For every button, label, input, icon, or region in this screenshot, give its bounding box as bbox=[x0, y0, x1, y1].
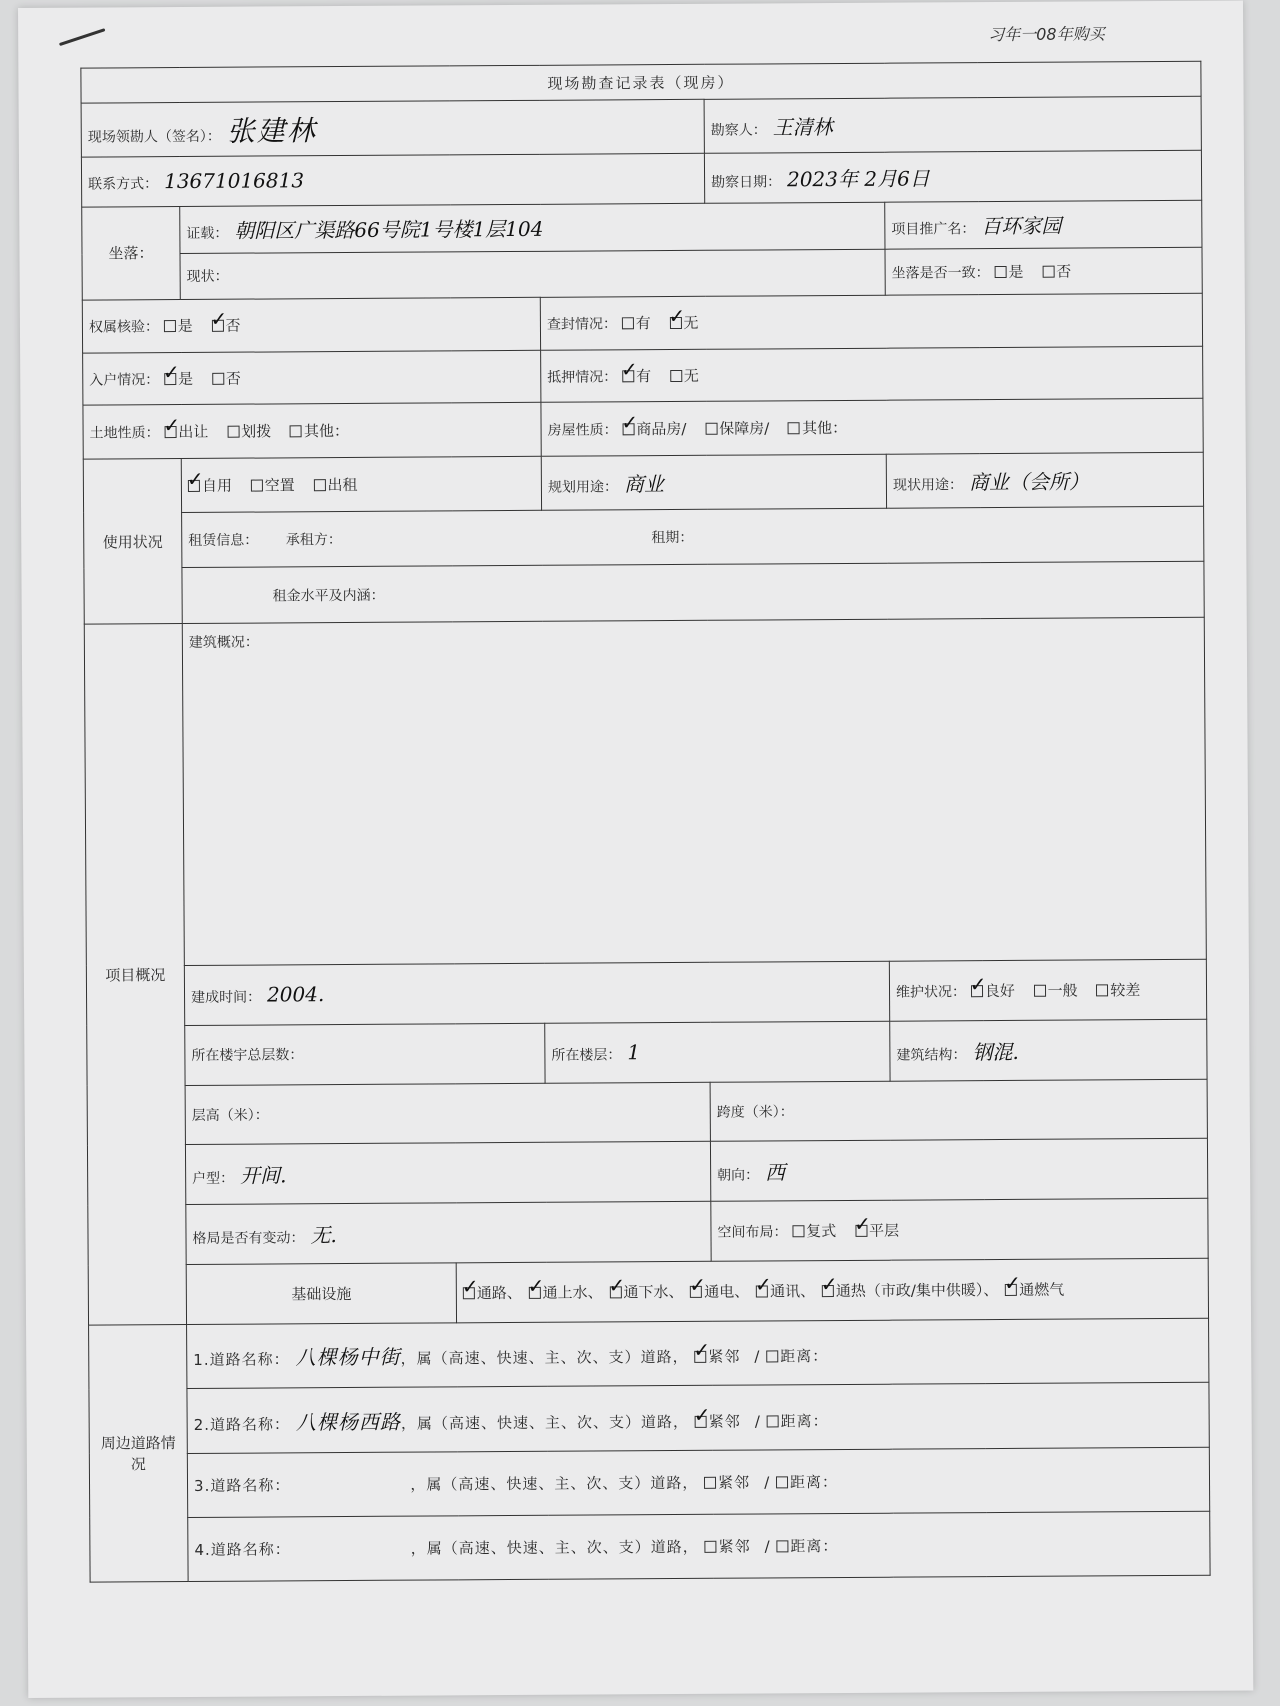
structure-value: 钢混. bbox=[972, 1039, 1019, 1064]
road-2-distance-checkbox[interactable]: 距离： bbox=[767, 1410, 829, 1431]
floor-cell bbox=[545, 1021, 890, 1083]
maint-poor-checkbox[interactable]: 较差 bbox=[1096, 979, 1140, 1000]
usage-section-label: 使用状况 bbox=[83, 458, 182, 624]
seal-yes-checkbox[interactable]: 有 bbox=[622, 313, 651, 334]
contact-cell bbox=[81, 153, 704, 206]
layout-cell bbox=[711, 1199, 1208, 1262]
seal-no-checkbox[interactable]: ✓ 无 bbox=[669, 312, 698, 333]
consistent-yes-checkbox[interactable]: 是 bbox=[994, 261, 1023, 282]
road-row-4: 4.道路名称： ，属（高速、快速、主、次、支）道路， 紧邻 / 距离： bbox=[188, 1511, 1210, 1582]
cert-cell bbox=[180, 202, 885, 254]
land-label: 土地性质： bbox=[89, 425, 160, 442]
house-commercial-checkbox[interactable]: ✓ 商品房/ bbox=[622, 418, 686, 439]
layout-duplex-checkbox[interactable]: 复式 bbox=[792, 1220, 836, 1241]
actual-label: 现状用途： bbox=[892, 476, 963, 494]
orient-cell bbox=[710, 1139, 1207, 1202]
house-label: 房屋性质： bbox=[547, 422, 618, 439]
house-cell bbox=[541, 398, 1203, 456]
entry-no-checkbox[interactable]: 否 bbox=[212, 368, 241, 389]
built-value: 2004. bbox=[266, 982, 325, 1007]
built-label: 建成时间： bbox=[191, 989, 262, 1007]
building-label: 建筑概况： bbox=[188, 634, 259, 652]
lease-cell bbox=[182, 506, 1204, 568]
consistent-label: 坐落是否一致： bbox=[891, 264, 990, 282]
change-label: 格局是否有变动： bbox=[192, 1230, 305, 1248]
infra-water-in-checkbox[interactable]: ✓ 通上水、 bbox=[529, 1282, 603, 1303]
actual-value: 商业（会所） bbox=[968, 469, 1089, 494]
road-1-name: 八棵杨中街 bbox=[295, 1345, 401, 1370]
road-1-distance-checkbox[interactable]: 距离： bbox=[766, 1345, 828, 1366]
land-other-checkbox[interactable]: 其他： bbox=[290, 420, 349, 441]
surveyor-cell bbox=[704, 96, 1201, 153]
infra-gas-checkbox[interactable]: ✓ 通燃气 bbox=[1005, 1279, 1064, 1300]
road-row-3: 3.道路名称： ，属（高速、快速、主、次、支）道路， 紧邻 / 距离： bbox=[187, 1447, 1209, 1517]
paper-sheet bbox=[18, 1, 1253, 1698]
actual-cell bbox=[886, 452, 1203, 508]
infra-cell bbox=[456, 1259, 1208, 1324]
span-cell bbox=[710, 1079, 1207, 1142]
tenant-label: 承租方： bbox=[285, 532, 342, 549]
floor-value: 1 bbox=[627, 1040, 641, 1065]
type-label: 户型： bbox=[192, 1171, 235, 1188]
form-title: 现场勘查记录表（现房） bbox=[81, 61, 1201, 103]
entry-label: 入户情况： bbox=[89, 372, 160, 389]
overview-section-label: 项目概况 bbox=[84, 624, 186, 1326]
orient-value: 西 bbox=[765, 1160, 786, 1185]
term-label: 租期： bbox=[651, 529, 694, 547]
guide-signature: 张建林 bbox=[226, 113, 317, 148]
ownership-yes-checkbox[interactable]: 是 bbox=[164, 315, 193, 336]
mortgage-label: 抵押情况： bbox=[547, 369, 618, 386]
road-4-distance-checkbox[interactable]: 距离： bbox=[776, 1535, 838, 1556]
layout-flat-checkbox[interactable]: ✓ 平层 bbox=[855, 1220, 899, 1241]
land-allocated-checkbox[interactable]: 划拨 bbox=[227, 420, 271, 441]
road-4-adjacent-checkbox[interactable]: 紧邻 bbox=[704, 1535, 750, 1556]
usage-options-cell bbox=[181, 456, 541, 512]
guide-cell bbox=[81, 99, 704, 157]
use-rent-checkbox[interactable]: 出租 bbox=[313, 474, 357, 495]
road-1-adjacent-checkbox[interactable]: ✓ 紧邻 bbox=[694, 1346, 740, 1367]
ownership-cell bbox=[82, 297, 540, 354]
floors-total-label: 所在楼宇总层数： bbox=[191, 1047, 304, 1064]
road-3-adjacent-checkbox[interactable]: 紧邻 bbox=[704, 1471, 750, 1492]
orient-label: 朝向： bbox=[717, 1167, 760, 1185]
cert-value: 朝阳区广渠路66号院1号楼1层104 bbox=[234, 217, 544, 244]
infra-telecom-checkbox[interactable]: ✓ 通讯、 bbox=[756, 1281, 815, 1302]
date-value: 2023年 2月6日 bbox=[786, 166, 930, 192]
height-cell bbox=[185, 1082, 710, 1145]
use-vacant-checkbox[interactable]: 空置 bbox=[251, 474, 295, 495]
infra-power-checkbox[interactable]: ✓ 通电、 bbox=[690, 1281, 749, 1302]
maint-label: 维护状况： bbox=[895, 983, 967, 1001]
infra-heating-checkbox[interactable]: ✓ 通热（市政/集中供暖）、 bbox=[822, 1279, 999, 1301]
roads-section-label: 周边道路情况 bbox=[89, 1325, 189, 1582]
height-label: 层高（米）： bbox=[191, 1107, 269, 1124]
maint-avg-checkbox[interactable]: 一般 bbox=[1034, 979, 1078, 1000]
rent-label: 租金水平及内涵： bbox=[272, 587, 385, 605]
mortgage-yes-checkbox[interactable]: ✓ 有 bbox=[622, 365, 651, 386]
seal-label: 查封情况： bbox=[546, 316, 617, 334]
type-value: 开间. bbox=[240, 1163, 287, 1189]
rent-cell bbox=[182, 562, 1204, 624]
corner-note: 习年一08年购买 bbox=[988, 24, 1105, 45]
contact-value: 13671016813 bbox=[163, 168, 305, 194]
structure-cell bbox=[890, 1019, 1207, 1081]
type-cell bbox=[185, 1142, 710, 1205]
entry-cell bbox=[83, 351, 541, 405]
use-self-checkbox[interactable]: ✓自用 bbox=[188, 474, 232, 495]
current-cell bbox=[180, 249, 885, 299]
floor-label: 所在楼层： bbox=[551, 1047, 622, 1064]
contact-label: 联系方式： bbox=[88, 176, 159, 193]
land-transfer-checkbox[interactable]: ✓ 出让 bbox=[164, 421, 208, 442]
house-other-checkbox[interactable]: 其他： bbox=[788, 417, 847, 438]
guide-label: 现场领勘人（签名）： bbox=[87, 128, 221, 146]
road-row-2: 2.道路名称： 八棵杨西路，属（高速、快速、主、次、支）道路， ✓ 紧邻 / 距离： bbox=[187, 1383, 1209, 1453]
change-value: 无. bbox=[310, 1223, 337, 1248]
road-2-name: 八棵杨西路 bbox=[295, 1409, 402, 1434]
planned-value: 商业 bbox=[623, 471, 664, 497]
current-label: 现状： bbox=[186, 269, 229, 286]
surveyor-value: 王清林 bbox=[772, 115, 833, 140]
location-label: 坐落： bbox=[82, 206, 181, 300]
lease-label: 租赁信息： bbox=[188, 532, 259, 550]
ownership-label: 权属核验： bbox=[88, 319, 160, 337]
road-3-distance-checkbox[interactable]: 距离： bbox=[776, 1471, 838, 1492]
road-row-1: 1.道路名称： 八棵杨中街，属（高速、快速、主、次、支）道路， ✓ 紧邻 / 距离： bbox=[187, 1319, 1209, 1389]
mortgage-no-checkbox[interactable]: 无 bbox=[670, 365, 699, 386]
change-cell bbox=[186, 1202, 711, 1265]
building-cell bbox=[182, 618, 1206, 966]
promo-label: 项目推广名： bbox=[891, 221, 976, 238]
ownership-no-checkbox[interactable]: ✓ 否 bbox=[211, 315, 240, 336]
promo-value: 百环家园 bbox=[981, 213, 1062, 239]
surveyor-label: 勘察人： bbox=[710, 122, 767, 139]
built-cell bbox=[184, 961, 889, 1025]
pen-mark bbox=[59, 28, 106, 46]
land-cell bbox=[83, 402, 541, 459]
date-label: 勘察日期： bbox=[711, 174, 782, 191]
road-2-adjacent-checkbox[interactable]: ✓ 紧邻 bbox=[695, 1410, 741, 1431]
cert-label: 证载： bbox=[186, 226, 229, 243]
mortgage-cell bbox=[541, 347, 1203, 403]
date-cell bbox=[704, 150, 1201, 203]
floors-total-cell bbox=[185, 1023, 545, 1085]
structure-label: 建筑结构： bbox=[896, 1046, 967, 1064]
planned-label: 规划用途： bbox=[547, 479, 618, 496]
promo-cell bbox=[885, 200, 1202, 249]
infra-water-out-checkbox[interactable]: ✓ 通下水、 bbox=[609, 1281, 683, 1302]
planned-cell bbox=[541, 454, 886, 510]
consistent-no-checkbox[interactable]: 否 bbox=[1042, 260, 1071, 281]
survey-form bbox=[80, 61, 1210, 1583]
entry-yes-checkbox[interactable]: ✓ 是 bbox=[164, 368, 193, 389]
maint-good-checkbox[interactable]: ✓ 良好 bbox=[971, 979, 1015, 1000]
infra-section-label: 基础设施 bbox=[186, 1263, 456, 1325]
span-label: 跨度（米）： bbox=[716, 1104, 794, 1121]
layout-label: 空间布局： bbox=[717, 1224, 788, 1242]
maint-cell bbox=[889, 959, 1206, 1021]
infra-road-checkbox[interactable]: ✓ 通路、 bbox=[463, 1282, 522, 1303]
seal-cell bbox=[540, 293, 1202, 351]
house-affordable-checkbox[interactable]: 保障房/ bbox=[705, 417, 769, 438]
consistent-cell bbox=[885, 247, 1202, 294]
